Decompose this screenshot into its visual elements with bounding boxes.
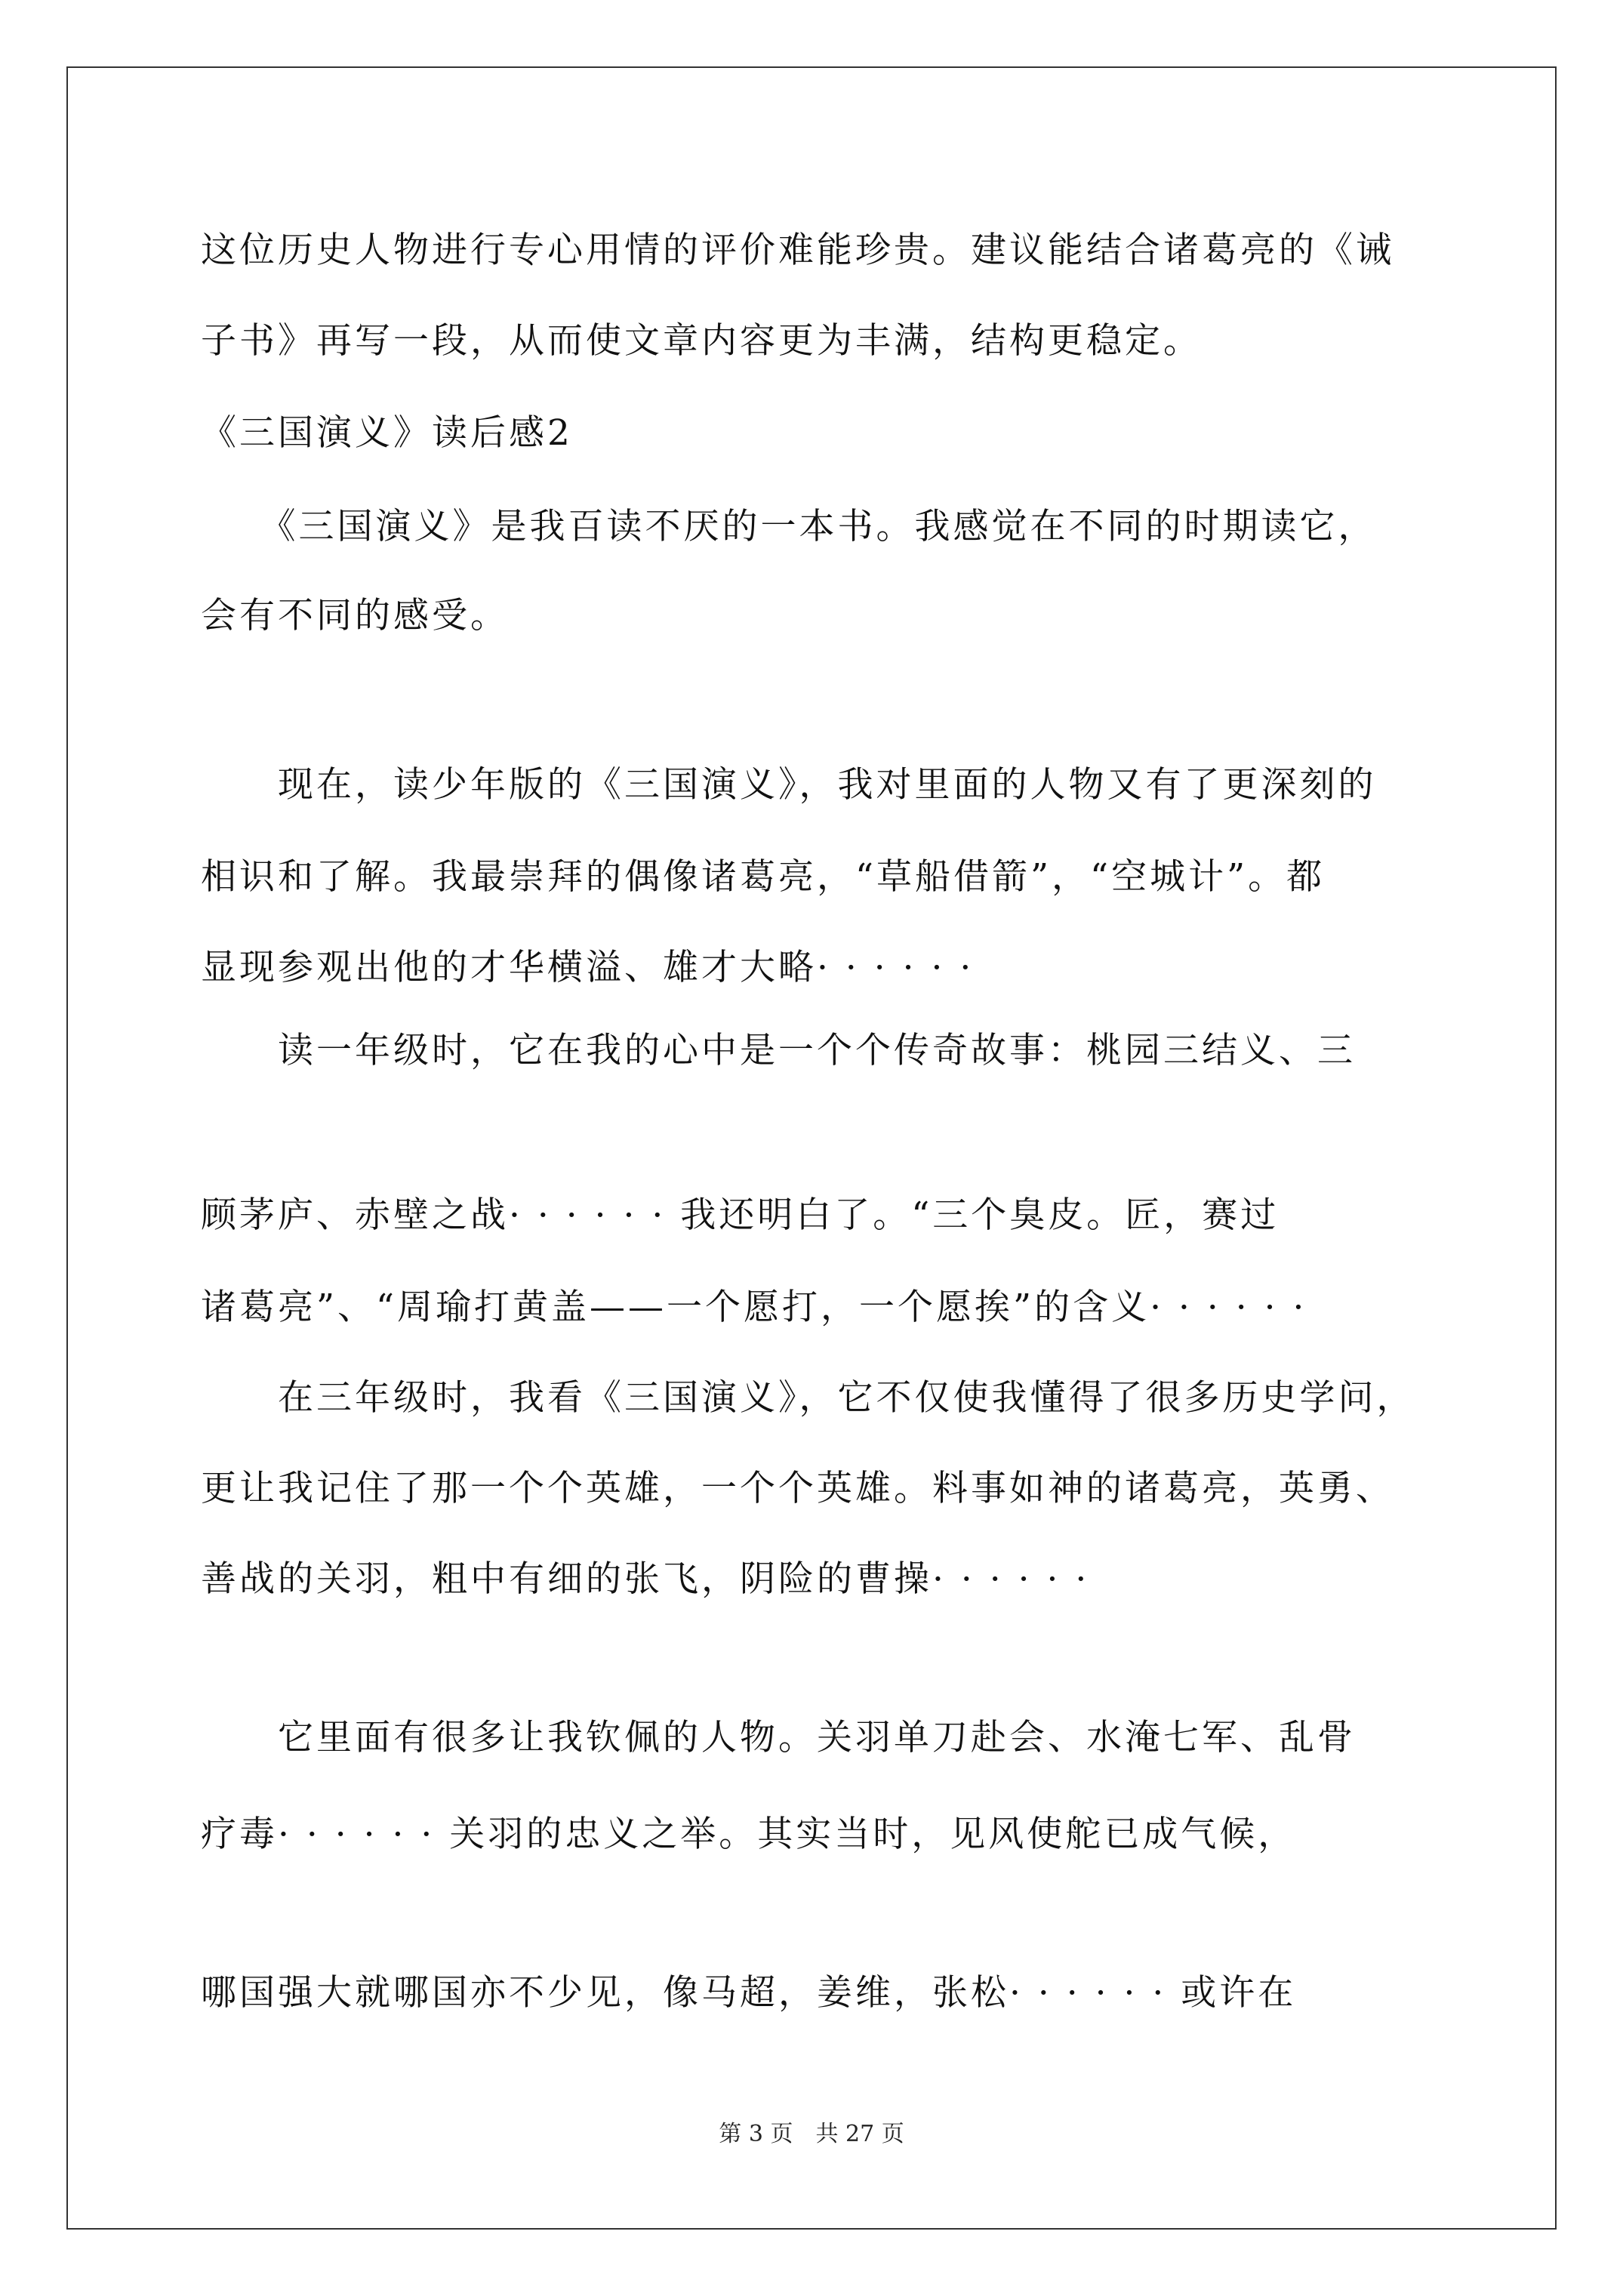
text-line-6: 现在，读少年版的《三国演义》，我对里面的人物又有了更深刻的 <box>201 764 1377 806</box>
text-line-12: 在三年级时，我看《三国演义》，它不仅使我懂得了很多历史学问， <box>201 1377 1415 1419</box>
section-title: 《三国演义》读后感2 <box>201 412 573 454</box>
text-line-5: 会有不同的感受。 <box>201 595 509 636</box>
text-line-17: 哪国强大就哪国亦不少见，像马超，姜维，张松· · · · · · 或许在 <box>201 1972 1297 2014</box>
text-line-7: 相识和了解。我最崇拜的偶像诸葛亮，“草船借箭”，“空城计”。都 <box>201 856 1326 898</box>
text-line-2: 子书》再写一段，从而使文章内容更为丰满，结构更稳定。 <box>201 320 1202 362</box>
text-line-10: 顾茅庐、赤壁之战· · · · · · 我还明白了。“三个臭皮。匠，赛过 <box>201 1194 1280 1236</box>
text-line-11: 诸葛亮”、“周瑜打黄盖——一个愿打，一个愿挨”的含义· · · · · · <box>201 1287 1307 1328</box>
page-frame <box>66 66 1557 2230</box>
text-line-1: 这位历史人物进行专心用情的评价难能珍贵。建议能结合诸葛亮的《诫 <box>201 230 1394 271</box>
text-line-4: 《三国演义》是我百读不厌的一本书。我感觉在不同的时期读它， <box>201 506 1377 547</box>
page-number-footer: 第 3 页 共 27 页 <box>719 2121 904 2147</box>
text-line-16: 疗毒· · · · · · 关羽的忠义之举。其实当时，见风使舵已成气候， <box>201 1814 1297 1855</box>
text-line-15: 它里面有很多让我钦佩的人物。关羽单刀赴会、水淹七军、乱骨 <box>201 1717 1356 1758</box>
text-line-8: 显现参观出他的才华横溢、雄才大略· · · · · · <box>201 947 975 988</box>
text-line-9: 读一年级时，它在我的心中是一个个传奇故事：桃园三结义、三 <box>201 1030 1356 1071</box>
text-line-13: 更让我记住了那一个个英雄，一个个英雄。料事如神的诸葛亮，英勇、 <box>201 1468 1394 1509</box>
text-line-14: 善战的关羽，粗中有细的张飞，阴险的曹操· · · · · · <box>201 1558 1090 1600</box>
